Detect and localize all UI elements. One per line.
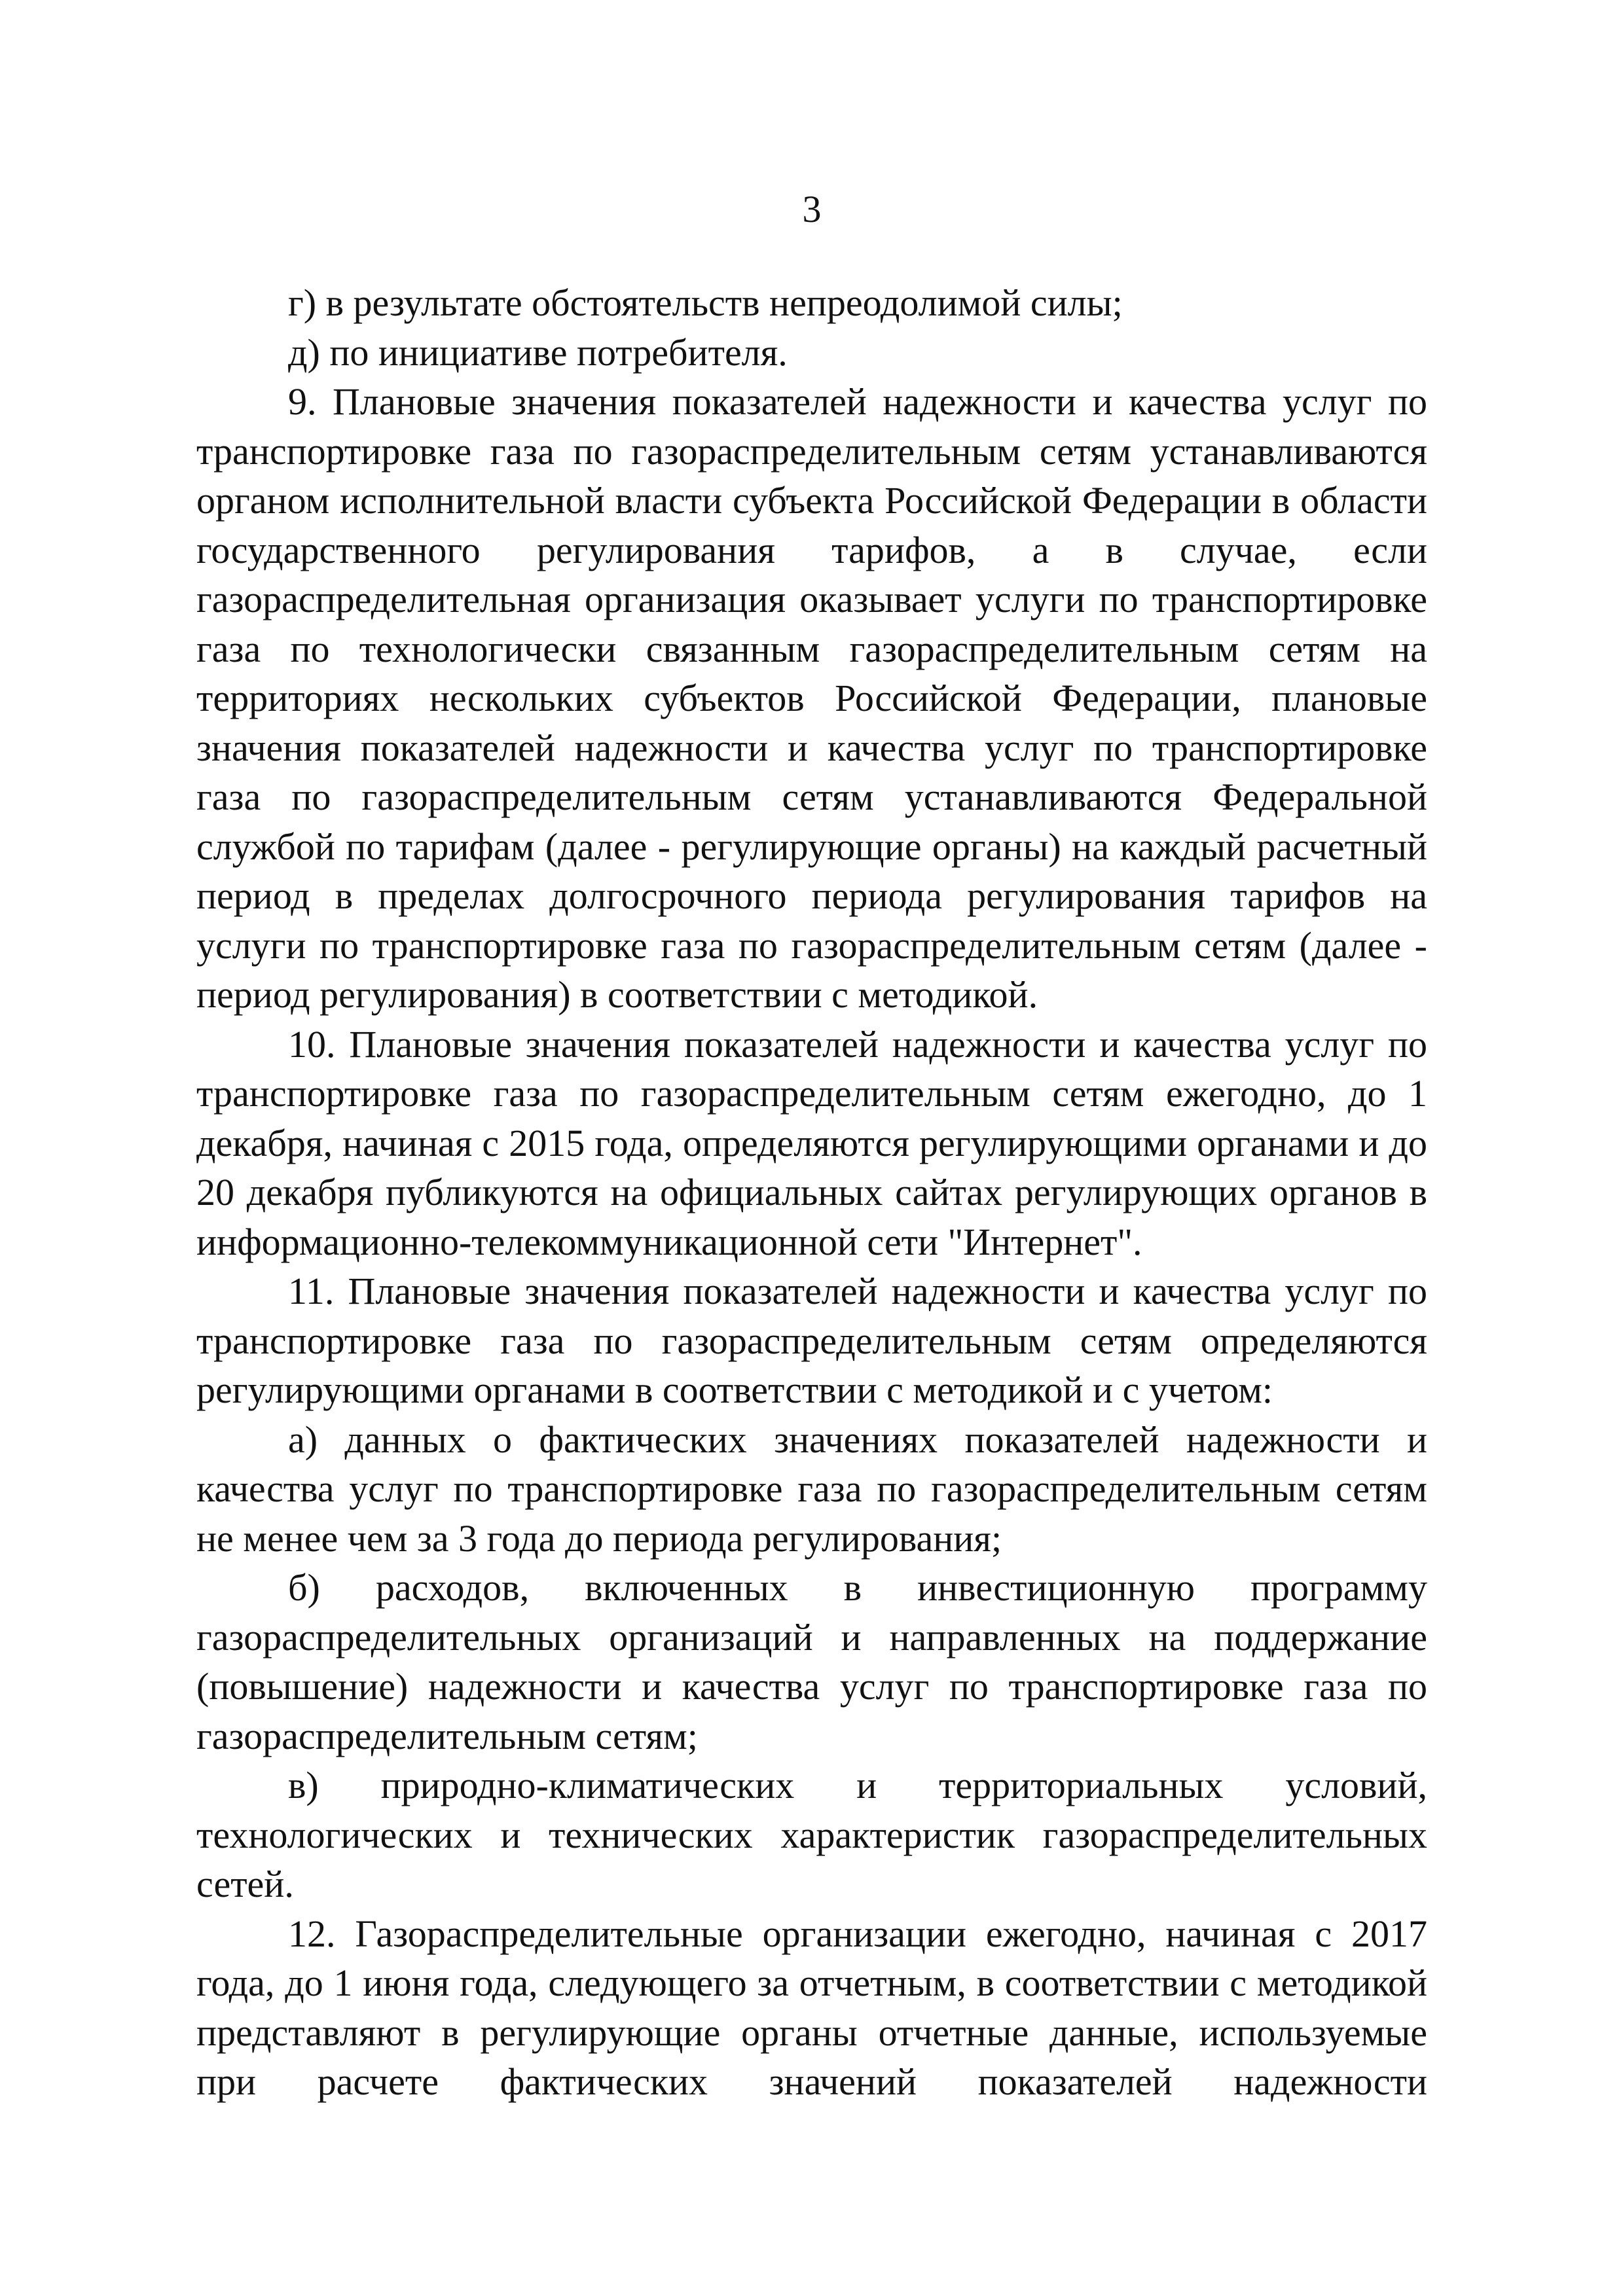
paragraph-10: 10. Плановые значения показателей надежности и качества услуг по транспортировке газа по газораспределительным сетям ежегодно, до 1 декабря, начиная с 2015 года, определяются регулирующими органами и до 20 декабря публикуются на официальных сайтах регулирующих органов в информационно-телекоммуникационной сети "Интернет". xyxy=(196,1022,1427,1263)
document-body xyxy=(196,278,1427,2107)
paragraph-9: 9. Плановые значения показателей надежности и качества услуг по транспортировке газа по газораспределительным сетям устанавливаются органом исполнительной власти субъекта Российской Федерации в области государственного регулирования тарифов, а в случае, если газораспределительная организация оказывает услуги по транспортировке газа по технологически связанным газораспределительным сетям на территориях нескольких субъектов Российской Федерации, плановые значения показателей надежности и качества услуг по транспортировке газа по газораспределительным сетям устанавливаются Федеральной службой по тарифам (далее - регулирующие органы) на каждый расчетный период в пределах долгосрочного периода регулирования тарифов на услуги по транспортировке газа по газораспределительным сетям (далее - период регулирования) в соответствии с методикой. xyxy=(196,380,1427,1016)
paragraph-11: 11. Плановые значения показателей надежности и качества услуг по транспортировке газа по газораспределительным сетям определяются регулирующими органами в соответствии с методикой и с учетом: xyxy=(196,1270,1427,1411)
paragraph-12: 12. Газораспределительные организации ежегодно, начиная с 2017 года, до 1 июня года, следующего за отчетным, в соответствии с методикой представляют в регулирующие органы отчетные данные, используемые при расчете фактических значений показателей надежности xyxy=(196,1912,1427,2103)
paragraph-11v: в) природно-климатических и территориальных условий, технологических и технических характеристик газораспределительных сетей. xyxy=(196,1764,1427,1905)
paragraph-g: г) в результате обстоятельств непреодолимой силы; xyxy=(288,281,1123,324)
paragraph-11b: б) расходов, включенных в инвестиционную программу газораспределительных организаций и направленных на поддержание (повышение) надежности и качества услуг по транспортировке газа по газораспределительным сетям; xyxy=(196,1566,1427,1757)
paragraph-11a: а) данных о фактических значениях показателей надежности и качества услуг по транспортировке газа по газораспределительным сетям не менее чем за 3 года до периода регулирования; xyxy=(196,1418,1427,1560)
page-number: 3 xyxy=(802,188,822,230)
paragraph-d: д) по инициативе потребителя. xyxy=(288,331,788,374)
